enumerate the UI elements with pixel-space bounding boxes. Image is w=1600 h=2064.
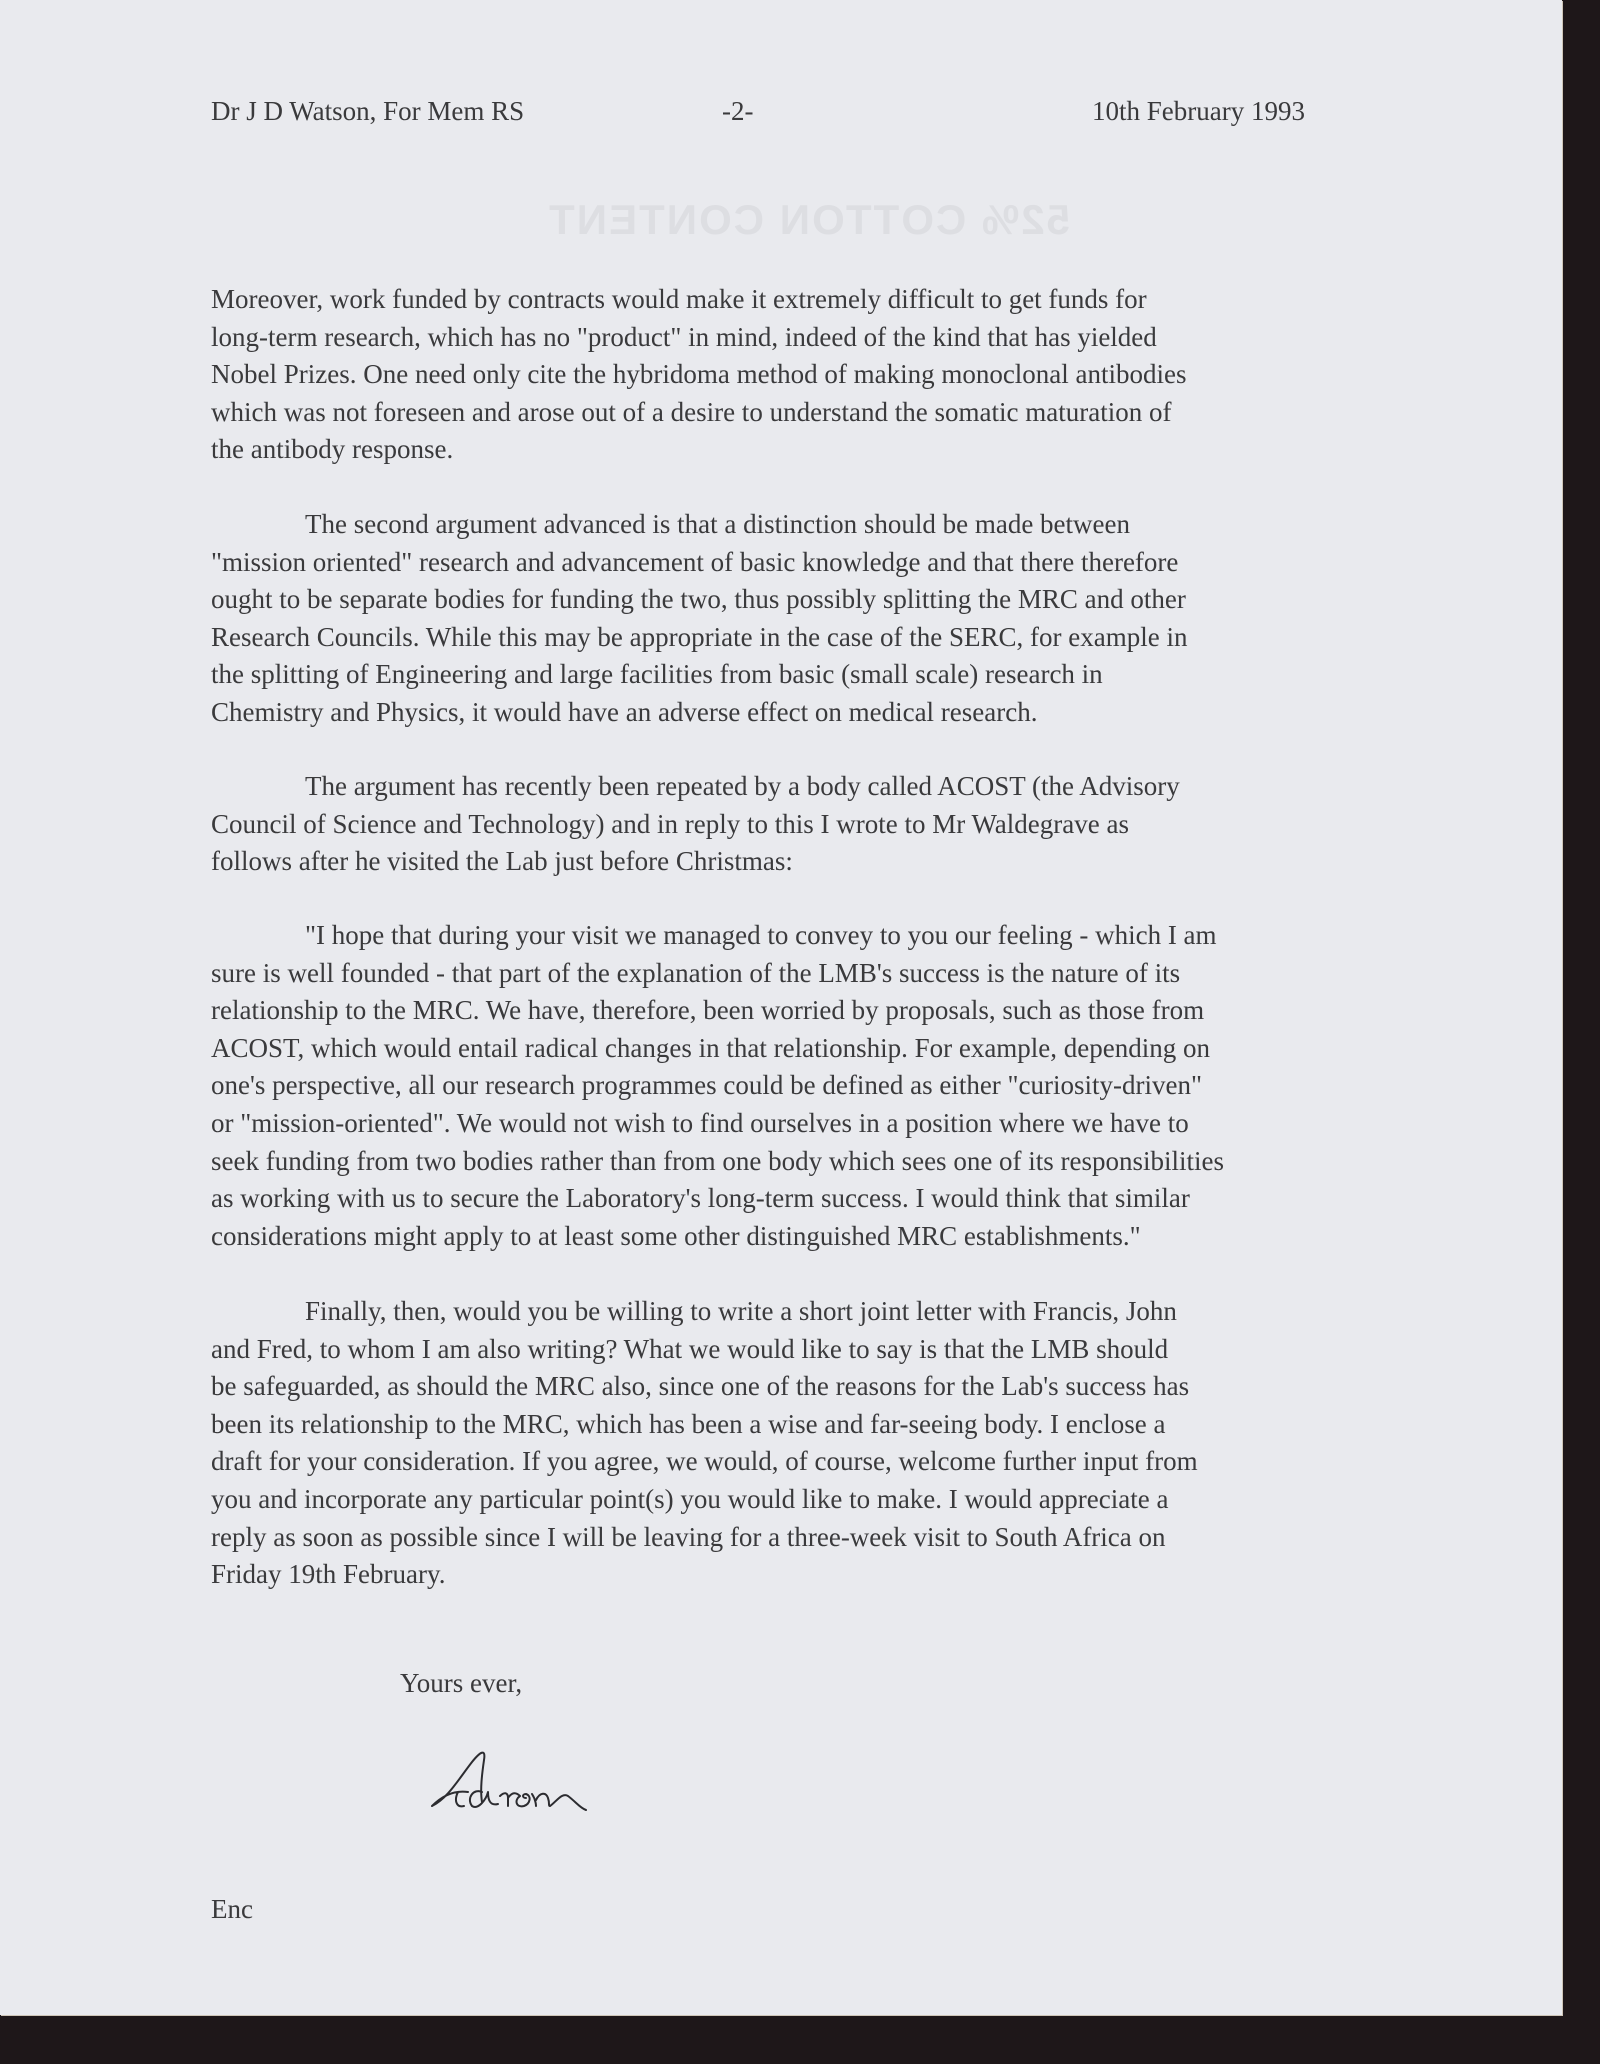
text-line: Council of Science and Technology) and in reply to this I wrote to Mr Waldegrave as xyxy=(211,808,1129,839)
header-date: 10th February 1993 xyxy=(1092,96,1305,126)
text-line: relationship to the MRC. We have, therefore, been worried by proposals, such as those from xyxy=(211,995,1205,1026)
text-line: Moreover, work funded by contracts would make it extremely difficult to get funds for xyxy=(211,284,1147,314)
text-line: Research Councils. While this may be appropriate in the case of the SERC, for example in xyxy=(211,621,1188,652)
text-line: the antibody response. xyxy=(211,434,454,465)
signature xyxy=(428,1740,638,1820)
text-line: sure is well founded - that part of the explanation of the LMB's success is the nature of its xyxy=(211,957,1181,988)
text-line: ought to be separate bodies for funding the two, thus possibly splitting the MRC and other xyxy=(211,584,1186,615)
text-line: The second argument advanced is that a distinction should be made between xyxy=(305,509,1131,539)
paper-watermark: 52% COTTON CONTENT xyxy=(547,196,1070,243)
enclosure-note: Enc xyxy=(211,1894,253,1924)
text-line: "mission oriented" research and advancement of basic knowledge and that there therefore xyxy=(211,546,1179,577)
text-line: follows after he visited the Lab just before Christmas: xyxy=(211,846,793,877)
text-line: ACOST, which would entail radical changes in that relationship. For example, depending on xyxy=(211,1032,1211,1063)
text-line: or "mission-oriented". We would not wish to find ourselves in a position where we have to xyxy=(211,1107,1189,1138)
paragraph-request xyxy=(211,1293,1198,1594)
text-line: Finally, then, would you be willing to write a short joint letter with Francis, John xyxy=(305,1296,1177,1326)
text-line: which was not foreseen and arose out of a desire to understand the somatic maturation of xyxy=(211,396,1172,427)
text-line: you and incorporate any particular point(s) you would like to make. I would appreciate a xyxy=(211,1483,1169,1514)
text-line: be safeguarded, as should the MRC also, since one of the reasons for the Lab's success has xyxy=(211,1371,1190,1402)
text-line: "I hope that during your visit we managed to convey to you our feeling - which I am xyxy=(305,920,1217,950)
text-line: Chemistry and Physics, it would have an adverse effect on medical research. xyxy=(211,696,1038,727)
paragraph-quoted-letter xyxy=(211,917,1224,1255)
header-page-number: -2- xyxy=(722,96,754,126)
text-line: seek funding from two bodies rather than from one body which sees one of its responsibilities xyxy=(211,1145,1225,1176)
text-line: been its relationship to the MRC, which has been a wise and far-seeing body. I enclose a xyxy=(211,1408,1166,1439)
text-line: the splitting of Engineering and large facilities from basic (small scale) research in xyxy=(211,659,1103,690)
paragraph-acost xyxy=(211,768,1180,881)
text-line: as working with us to secure the Laboratory's long-term success. I would think that similar xyxy=(211,1183,1190,1214)
text-line: The argument has recently been repeated by a body called ACOST (the Advisory xyxy=(305,771,1180,801)
header-recipient: Dr J D Watson, For Mem RS xyxy=(211,96,525,126)
text-line: long-term research, which has no "product" in mind, indeed of the kind that has yielded xyxy=(211,321,1157,352)
paragraph-second-argument xyxy=(211,506,1187,732)
text-line: Friday 19th February. xyxy=(211,1559,446,1590)
text-line: draft for your consideration. If you agree, we would, of course, welcome further input from xyxy=(211,1446,1198,1477)
text-line: considerations might apply to at least some other distinguished MRC establishments." xyxy=(211,1220,1141,1251)
text-line: one's perspective, all our research programmes could be defined as either "curiosity-driven" xyxy=(211,1070,1203,1101)
text-line: reply as soon as possible since I will be leaving for a three-week visit to South Africa on xyxy=(211,1521,1166,1552)
text-line: and Fred, to whom I am also writing? What we would like to say is that the LMB should xyxy=(211,1333,1169,1364)
text-line: Nobel Prizes. One need only cite the hybridoma method of making monoclonal antibodies xyxy=(211,359,1187,390)
paragraph-contracts xyxy=(211,281,1187,469)
closing: Yours ever, xyxy=(400,1668,523,1698)
